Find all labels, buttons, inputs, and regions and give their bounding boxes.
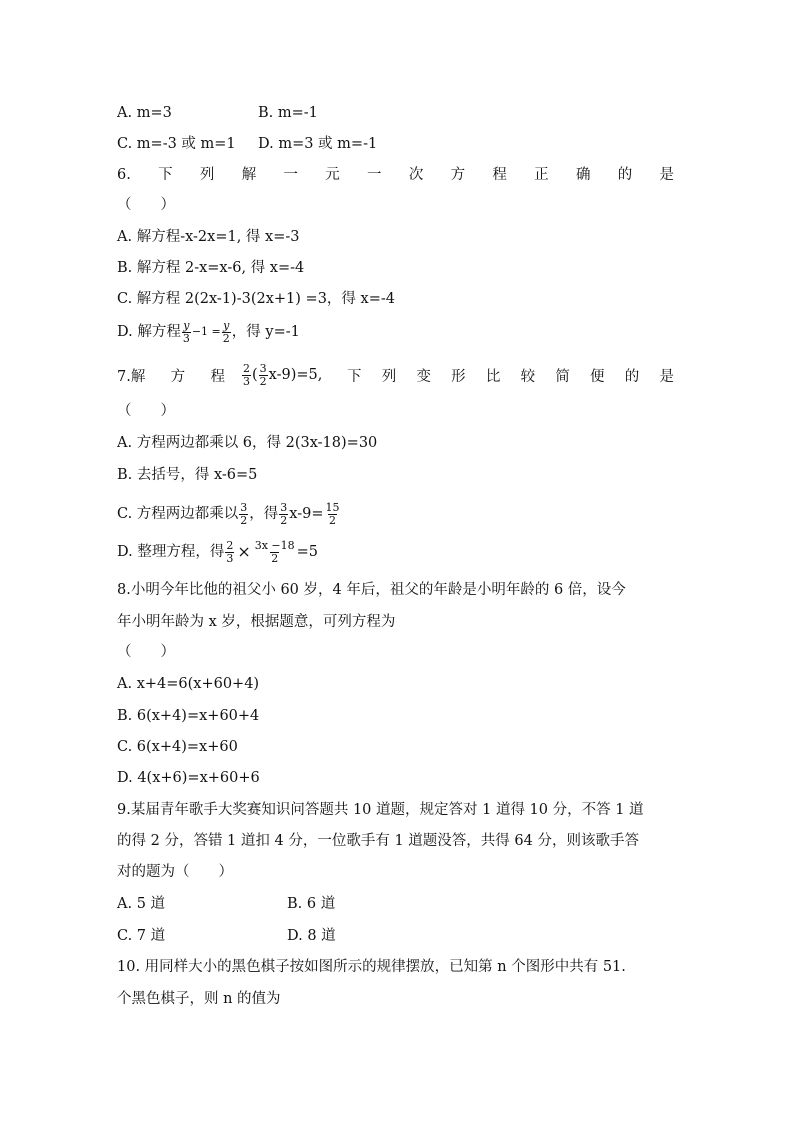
q9-option-a: A. 5 道 [117,896,166,912]
q8-option-c: C. 6(x+4)=x+60 [117,739,238,755]
q7-stem-char: 便 [590,369,605,385]
q7-eq-fraction-2: $\frac{3}{2}$ [259,361,267,388]
q6-option-c: C. 解方程 2(2x-1)-3(2x+1) =3，得 x=-4 [117,291,395,307]
q8-stem-line-2: 年小明年龄为 x 岁，根据题意，可列方程为 [117,614,396,630]
q6-stem-char: 下 [158,167,173,183]
q8-option-d: D. 4(x+6)=x+60+6 [117,770,260,786]
q7-stem-char: 比 [485,369,501,385]
q6-stem-char: 一 [367,167,382,183]
q7-option-c: C. 方程两边都乘以 $\frac{3}{2}$ ，得 $\frac{3}{2}$ x-9= $\frac{15}{2}$ [117,500,340,527]
q7-stem-char: 下 [347,369,362,385]
q5-option-c: C. m=-3 或 m=1 [117,136,236,152]
q6-option-d-suffix: ，得 y=-1 [231,324,300,340]
q7-equation: $\frac{2}{3}$ ( $\frac{3}{2}$ x-9)=5, [243,361,323,388]
q9-stem-line-3: 对的题为（ ） [117,864,233,880]
q7-option-c-fraction-3: $\frac{15}{2}$ [325,500,340,527]
q9-option-c: C. 7 道 [117,928,166,944]
q10-stem-line-2: 个黑色棋子，则 n 的值为 [117,991,281,1007]
q7-stem-char: 变 [416,369,431,385]
q6-option-d-mid: −1 = [191,325,221,338]
q6-stem [117,165,674,185]
q7-stem-char: 的 [624,369,640,385]
q9-stem-line-1: 9.某届青年歌手大奖赛知识问答题共 10 道题，规定答对 1 道得 10 分，不答 1 道 [117,802,644,818]
q7-option-c-fraction-1: $\frac{3}{2}$ [240,500,248,527]
q10-stem-line-1: 10. 用同样大小的黑色棋子按如图所示的规律摆放，已知第 n 个图形中共有 51. [117,959,626,975]
q6-stem-char: 程 [492,167,507,183]
q6-stem-char: 确 [575,167,591,183]
q9-option-b: B. 6 道 [287,896,336,912]
q7-stem-char: 形 [451,369,466,385]
q6-option-d-fraction-1: $\frac{y}{3}$ [182,318,190,345]
q5-option-b: B. m=-1 [258,105,318,121]
q6-answer-paren: （ ） [117,197,175,213]
q6-option-d [117,318,300,346]
q8-option-a: A. x+4=6(x+60+4) [117,676,260,692]
q6-stem-char: 6. [117,167,131,183]
q7-answer-paren: （ ） [117,403,175,419]
q7-stem-char: 列 [381,369,397,385]
q7-stem [117,358,674,392]
q7-option-d: D. 整理方程，得 $\frac{2}{3}$ × $\frac{3x -18}{2}$ =5 [117,538,319,565]
q7-stem-char: 简 [555,369,570,385]
q6-stem-char: 元 [325,167,340,183]
q7-stem-char: 程 [210,369,225,385]
q6-option-d-fraction-2: $\frac{y}{2}$ [222,318,230,345]
q6-stem-char: 解 [241,167,257,183]
q6-stem-char: 的 [617,167,633,183]
q6-stem-char: 列 [199,167,215,183]
q6-option-d-prefix: D. 解方程 [117,324,181,340]
q6-stem-char: 次 [408,167,424,183]
q6-option-a: A. 解方程-x-2x=1, 得 x=-3 [117,229,300,245]
q7-stem-char: 是 [659,369,674,385]
q6-stem-char: 正 [534,167,549,183]
q5-option-d: D. m=3 或 m=-1 [258,136,378,152]
q8-option-b: B. 6(x+4)=x+60+4 [117,708,260,724]
q8-answer-paren: （ ） [117,644,175,660]
q7-stem-char: 7.解 [117,369,146,385]
q7-option-a: A. 方程两边都乘以 6，得 2(3x-18)=30 [117,435,378,451]
q6-stem-char: 一 [283,167,298,183]
q6-option-b: B. 解方程 2-x=x-6, 得 x=-4 [117,260,305,276]
q7-option-d-fraction-2: $\frac{3x -18}{2}$ [254,538,295,565]
q9-stem-line-2: 的得 2 分，答错 1 道扣 4 分，一位歌手有 1 道题没答，共得 64 分，则该歌手答 [117,833,639,849]
q7-option-c-fraction-2: $\frac{3}{2}$ [280,500,288,527]
q9-option-d: D. 8 道 [287,928,336,944]
q5-option-a: A. m=3 [117,105,172,121]
q7-option-d-fraction-1: $\frac{2}{3}$ [226,538,234,565]
q7-stem-char: 方 [170,369,186,385]
q7-stem-char: 较 [520,369,536,385]
q8-stem-line-1: 8.小明今年比他的祖父小 60 岁，4 年后，祖父的年龄是小明年龄的 6 倍，设今 [117,582,626,598]
q7-option-b: B. 去括号，得 x-6=5 [117,467,258,483]
q6-stem-char: 方 [450,167,466,183]
q6-stem-char: 是 [659,167,674,183]
q7-eq-fraction-1: $\frac{2}{3}$ [243,361,250,388]
